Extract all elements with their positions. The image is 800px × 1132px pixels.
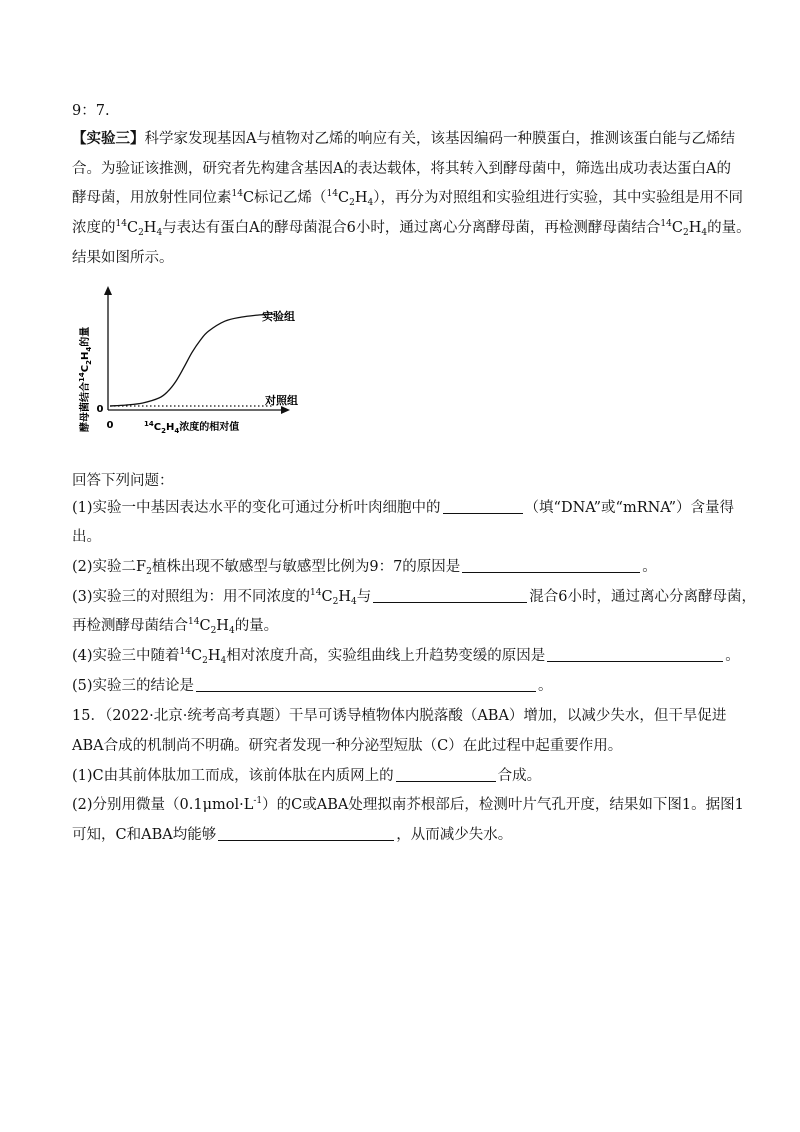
x-origin-label: 0	[106, 420, 114, 431]
problem-15-q1: (1)C由其前体肽加工而成，该前体肽在内质网上的 合成。	[72, 768, 542, 784]
y-label-2: 2	[85, 360, 93, 365]
question-3: (3)实验三的对照组为：用不同浓度的$^{14}C_2H_4$与 混合6小时，通过离心分离酵母菌，	[72, 588, 756, 607]
y-label-4: 4	[85, 346, 93, 352]
y-origin-label: 0	[96, 404, 104, 415]
question-1-cont: 出。	[72, 529, 101, 545]
problem-15-q2: (2)分别用微量$(0.1\mu mol\cdot L^{-1})$的C或ABA处理拟南芥根部后，检测叶片气孔开度，结果如下图1。据图1	[72, 796, 744, 813]
answer-intro: 回答下列问题：	[72, 473, 174, 489]
x-label-iso: 14	[144, 420, 154, 428]
line-answer-ratio: 9：7.	[72, 103, 110, 119]
experiment-three-line-4: 浓度的$^{14}C_2H_4$与表达有蛋白A的酵母菌混合6小时，通过离心分离酵母菌，再检测酵母菌结合$^{14}C_2H_4$的量。	[72, 219, 751, 238]
experiment-three-line-5: 结果如图所示。	[72, 250, 174, 266]
y-label-h: H	[80, 351, 91, 361]
answer-blank-4[interactable]	[547, 647, 723, 662]
x-label-c: C	[153, 422, 162, 433]
question-1: (1)实验一中基因表达水平的变化可通过分析叶肉细胞中的 （填“DNA”或“mRNA”）含量得	[72, 500, 735, 516]
y-label-iso: 14	[78, 372, 86, 382]
series-label-control: 对照组	[265, 394, 298, 407]
x-label-h: H	[165, 422, 175, 433]
y-axis-arrow	[104, 286, 112, 295]
problem-15-q2-cont: 可知，C和ABA均能够 ，从而减少失水。	[72, 827, 513, 843]
experiment-three-line-3: 酵母菌，用放射性同位素$^{14}$C标记乙烯$(^{14}C_2H_4)$，再分为对照组和实验组进行实验，其中实验组是用不同	[72, 189, 743, 208]
experiment-three-intro: 【实验三】科学家发现基因A与植物对乙烯的响应有关，该基因编码一种膜蛋白，推测该蛋白能与乙烯结	[72, 130, 735, 147]
experiment-three-line-2: 合。为验证该推测，研究者先构建含基因A的表达载体，将其转入到酵母菌中，筛选出成功表达蛋白A的	[72, 161, 731, 177]
y-label-c: C	[80, 364, 91, 373]
answer-blank-2[interactable]	[462, 558, 640, 573]
series-line-experimental	[110, 314, 274, 406]
question-4: (4)实验三中随着$^{14}C_2H_4$相对浓度升高，实验组曲线上升趋势变缓的原因是 。	[72, 647, 740, 666]
question-5: (5)实验三的结论是 。	[72, 678, 553, 694]
answer-blank-7[interactable]	[218, 826, 394, 841]
y-label-a: 酵母菌结合	[80, 382, 91, 432]
problem-15-intro-cont: ABA合成的机制尚不明确。研究者发现一种分泌型短肽（C）在此过程中起重要作用。	[72, 738, 623, 754]
x-label-b: 浓度的相对值	[179, 422, 240, 433]
y-label-b: 的量	[80, 326, 91, 347]
question-2: (2)实验二$F_2$植株出现不敏感型与敏感型比例为9：7的原因是 。	[72, 559, 657, 577]
x-label-2: 2	[161, 427, 166, 435]
y-axis-label	[78, 327, 93, 432]
y-axis-label-text	[78, 327, 93, 432]
answer-blank-1[interactable]	[443, 499, 523, 514]
binding-chart	[62, 282, 322, 452]
x-label-4: 4	[174, 427, 180, 435]
answer-blank-6[interactable]	[396, 767, 496, 782]
answer-blank-3[interactable]	[373, 588, 527, 603]
series-label-experimental: 实验组	[262, 310, 295, 323]
question-3-cont: 再检测酵母菌结合$^{14}C_2H_4$的量。	[72, 617, 279, 636]
answer-blank-5[interactable]	[196, 677, 536, 692]
problem-15-intro: 15．（2022·北京·统考高考真题）干旱可诱导植物体内脱落酸（ABA）增加，以减少失水，但干旱促进	[72, 708, 727, 724]
x-axis-arrow	[281, 406, 290, 414]
x-axis-label	[144, 420, 239, 435]
